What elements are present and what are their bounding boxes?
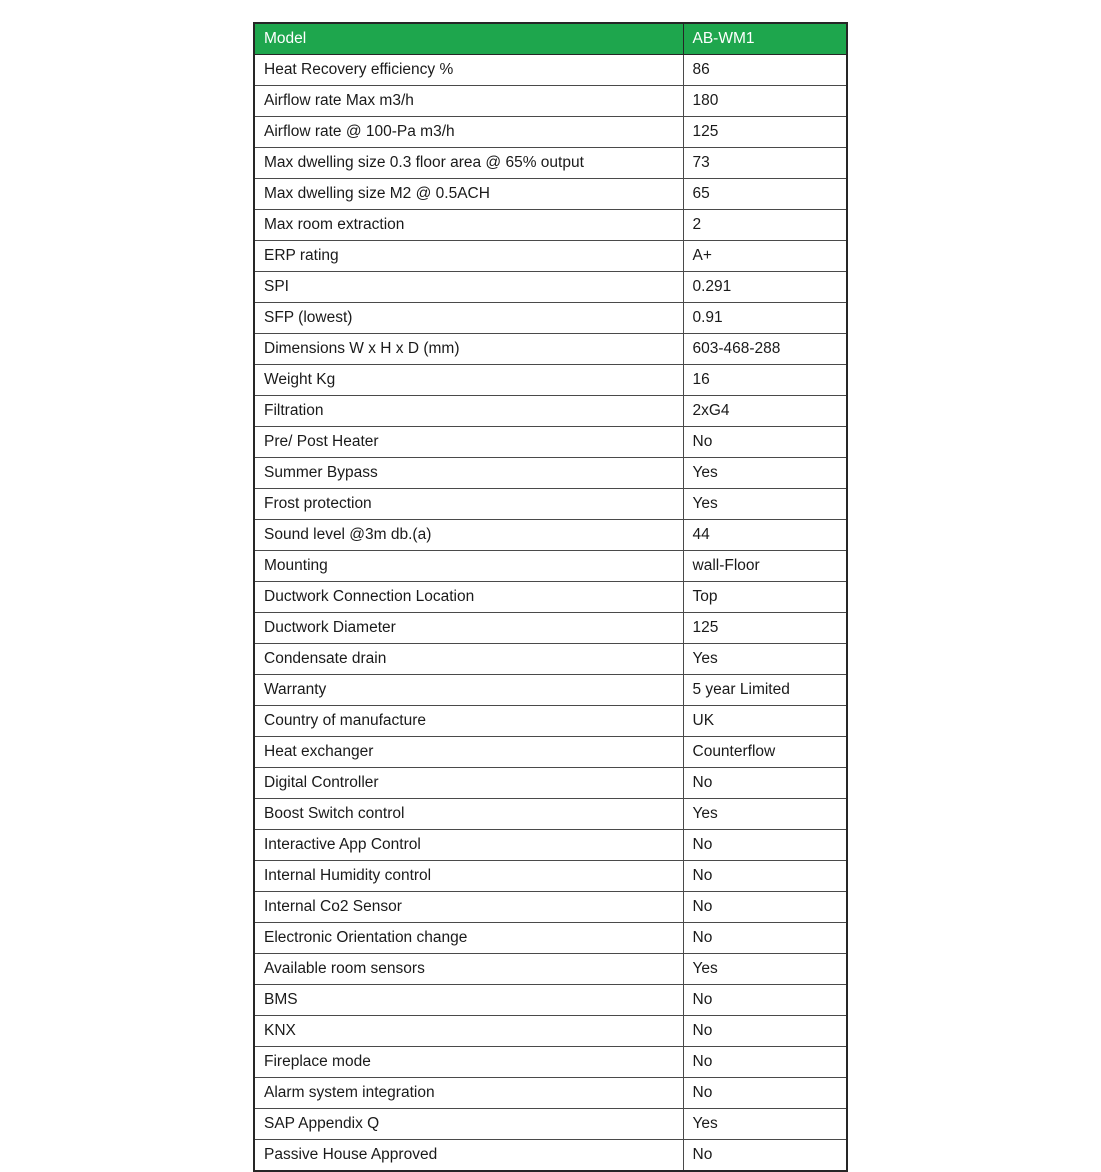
spec-label-cell: Country of manufacture [254, 706, 683, 737]
spec-label-cell: Sound level @3m db.(a) [254, 520, 683, 551]
spec-value-cell: Yes [683, 644, 847, 675]
spec-value-cell: A+ [683, 241, 847, 272]
spec-label-cell: Pre/ Post Heater [254, 427, 683, 458]
spec-value-cell: Yes [683, 489, 847, 520]
table-row [254, 241, 847, 272]
spec-value-cell: 5 year Limited [683, 675, 847, 706]
spec-value-cell: 180 [683, 86, 847, 117]
table-row [254, 210, 847, 241]
spec-value-cell: 44 [683, 520, 847, 551]
table-row [254, 427, 847, 458]
table-header-row [254, 23, 847, 55]
table-row [254, 458, 847, 489]
table-row [254, 1109, 847, 1140]
table-row [254, 923, 847, 954]
spec-label-cell: Alarm system integration [254, 1078, 683, 1109]
spec-label-cell: Filtration [254, 396, 683, 427]
table-row [254, 55, 847, 86]
spec-label-cell: Heat exchanger [254, 737, 683, 768]
table-row [254, 334, 847, 365]
table-row [254, 799, 847, 830]
spec-value-cell: 73 [683, 148, 847, 179]
table-row [254, 985, 847, 1016]
spec-label-cell: Summer Bypass [254, 458, 683, 489]
table-row [254, 303, 847, 334]
spec-label-cell: Electronic Orientation change [254, 923, 683, 954]
spec-value-cell: No [683, 427, 847, 458]
table-row [254, 1047, 847, 1078]
spec-value-cell: 125 [683, 613, 847, 644]
spec-value-cell: 125 [683, 117, 847, 148]
spec-value-cell: No [683, 1047, 847, 1078]
spec-value-cell: Yes [683, 1109, 847, 1140]
spec-label-cell: Passive House Approved [254, 1140, 683, 1172]
table-body [254, 55, 847, 1172]
spec-label-cell: ERP rating [254, 241, 683, 272]
table-row [254, 520, 847, 551]
table-row [254, 768, 847, 799]
spec-value-cell: No [683, 861, 847, 892]
table-row [254, 644, 847, 675]
spec-value-cell: Yes [683, 954, 847, 985]
spec-value-cell: 65 [683, 179, 847, 210]
spec-label-cell: SPI [254, 272, 683, 303]
spec-label-cell: SFP (lowest) [254, 303, 683, 334]
spec-label-cell: Max room extraction [254, 210, 683, 241]
spec-label-cell: BMS [254, 985, 683, 1016]
spec-value-cell: Yes [683, 458, 847, 489]
spec-label-cell: Frost protection [254, 489, 683, 520]
spec-value-cell: UK [683, 706, 847, 737]
product-spec-table [253, 22, 848, 1172]
spec-value-cell: 0.291 [683, 272, 847, 303]
table-row [254, 365, 847, 396]
table-row [254, 86, 847, 117]
spec-label-cell: Warranty [254, 675, 683, 706]
spec-label-cell: Airflow rate @ 100-Pa m3/h [254, 117, 683, 148]
spec-label-cell: Max dwelling size M2 @ 0.5ACH [254, 179, 683, 210]
table-row [254, 396, 847, 427]
spec-value-cell: No [683, 768, 847, 799]
spec-label-cell: Max dwelling size 0.3 floor area @ 65% output [254, 148, 683, 179]
spec-value-cell: Top [683, 582, 847, 613]
table-row [254, 1140, 847, 1172]
spec-label-cell: Ductwork Diameter [254, 613, 683, 644]
model-header-cell: Model [254, 23, 683, 55]
spec-value-cell: 603-468-288 [683, 334, 847, 365]
spec-label-cell: Airflow rate Max m3/h [254, 86, 683, 117]
spec-value-cell: 2 [683, 210, 847, 241]
spec-label-cell: Dimensions W x H x D (mm) [254, 334, 683, 365]
spec-value-cell: 2xG4 [683, 396, 847, 427]
spec-label-cell: Internal Co2 Sensor [254, 892, 683, 923]
table-row [254, 737, 847, 768]
table-row [254, 489, 847, 520]
table-row [254, 1078, 847, 1109]
spec-value-cell: Counterflow [683, 737, 847, 768]
spec-value-cell: No [683, 1140, 847, 1172]
table-row [254, 861, 847, 892]
spec-label-cell: Fireplace mode [254, 1047, 683, 1078]
spec-label-cell: Internal Humidity control [254, 861, 683, 892]
spec-label-cell: Mounting [254, 551, 683, 582]
table-row [254, 582, 847, 613]
model-name-header-cell: AB-WM1 [683, 23, 847, 55]
spec-label-cell: Boost Switch control [254, 799, 683, 830]
spec-value-cell: wall-Floor [683, 551, 847, 582]
table-row [254, 179, 847, 210]
spec-label-cell: Available room sensors [254, 954, 683, 985]
spec-label-cell: Digital Controller [254, 768, 683, 799]
spec-label-cell: Interactive App Control [254, 830, 683, 861]
table-row [254, 706, 847, 737]
table-row [254, 613, 847, 644]
spec-value-cell: Yes [683, 799, 847, 830]
spec-value-cell: 0.91 [683, 303, 847, 334]
spec-value-cell: 16 [683, 365, 847, 396]
spec-value-cell: No [683, 892, 847, 923]
spec-value-cell: No [683, 830, 847, 861]
table-row [254, 954, 847, 985]
spec-label-cell: Condensate drain [254, 644, 683, 675]
spec-value-cell: No [683, 985, 847, 1016]
spec-value-cell: No [683, 923, 847, 954]
table-row [254, 272, 847, 303]
spec-value-cell: No [683, 1016, 847, 1047]
spec-value-cell: 86 [683, 55, 847, 86]
table-row [254, 148, 847, 179]
table-row [254, 117, 847, 148]
spec-label-cell: SAP Appendix Q [254, 1109, 683, 1140]
spec-value-cell: No [683, 1078, 847, 1109]
spec-label-cell: Weight Kg [254, 365, 683, 396]
table-row [254, 830, 847, 861]
spec-label-cell: Ductwork Connection Location [254, 582, 683, 613]
table-row [254, 551, 847, 582]
table-row [254, 675, 847, 706]
spec-label-cell: Heat Recovery efficiency % [254, 55, 683, 86]
table-row [254, 1016, 847, 1047]
table-row [254, 892, 847, 923]
spec-label-cell: KNX [254, 1016, 683, 1047]
